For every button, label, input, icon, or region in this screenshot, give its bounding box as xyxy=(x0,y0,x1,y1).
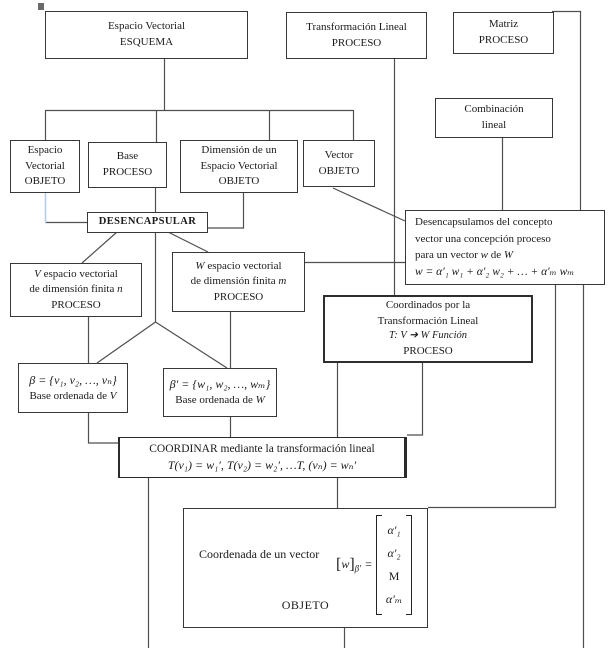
node-label: Base ordenada de V xyxy=(29,389,117,402)
node-label: PROCESO xyxy=(403,345,453,358)
connector-line xyxy=(89,413,119,443)
node-v-espacio-vectorial-proceso xyxy=(10,263,142,317)
node-label: de dimensión finita n xyxy=(29,283,123,296)
connector-line xyxy=(407,363,423,435)
node-label: Transformación Lineal xyxy=(306,20,407,33)
node-desencapsulamos-nota xyxy=(405,210,605,285)
node-label: Base xyxy=(116,150,139,163)
node-transformacion-lineal-proceso xyxy=(286,12,427,59)
connector-line xyxy=(168,232,208,252)
node-vector-objeto xyxy=(303,140,375,187)
node-matriz-proceso xyxy=(453,12,554,54)
node-equation: T(v₁) = w₁′, T(v₂) = w₂′, …T, (vₙ) = wₙ′ xyxy=(167,458,357,473)
node-label: Transformación Lineal xyxy=(377,314,479,327)
node-label: de dimensión finita m xyxy=(190,275,287,288)
node-label: PROCESO xyxy=(51,298,101,311)
node-label: PROCESO xyxy=(331,36,382,49)
connector-line xyxy=(82,232,117,263)
node-label: OBJETO xyxy=(218,175,260,188)
note-line: Desencapsulamos del concepto xyxy=(415,216,553,229)
connector-line xyxy=(208,193,244,228)
node-base-proceso xyxy=(88,142,167,188)
node-label: Espacio Vectorial xyxy=(107,20,186,33)
matrix-entry: α′₂ xyxy=(387,546,401,560)
node-label: W espacio vectorial xyxy=(195,259,282,272)
node-espacio-vectorial-objeto xyxy=(10,140,80,193)
node-w-espacio-vectorial-proceso xyxy=(172,252,305,312)
note-equation: w = α′₁ w₁ + α′₂ w₂ + … + α′ₘ wₘ xyxy=(415,265,575,278)
node-combinacion-lineal xyxy=(435,98,553,138)
node-label: PROCESO xyxy=(478,34,529,46)
node-label: COORDINAR mediante la transformación lineal xyxy=(149,442,375,455)
node-label: DESENCAPSULAR xyxy=(98,216,197,228)
node-base-ordenada-v xyxy=(18,363,128,413)
node-label: PROCESO xyxy=(102,166,153,178)
matrix-lhs: $[w]_{\beta'}$ = xyxy=(336,555,372,574)
node-label: Dimensión de un xyxy=(201,144,277,157)
node-coordinar-transformacion xyxy=(118,437,407,478)
node-coordinados-transformacion-lineal xyxy=(323,295,533,363)
node-label: OBJETO xyxy=(318,164,360,177)
note-line: vector una concepción proceso xyxy=(415,232,551,245)
node-label: ESQUEMA xyxy=(119,36,174,48)
matrix-entry: M xyxy=(388,569,400,583)
node-label: V espacio vectorial xyxy=(34,267,118,280)
node-dimension-espacio-vectorial-objeto xyxy=(180,140,298,193)
node-label: Combinación xyxy=(464,103,524,116)
node-label: PROCESO xyxy=(213,290,264,303)
node-coordenada-de-un-vector xyxy=(183,508,428,628)
node-equation: β = {v₁, v₂, …, vₙ} xyxy=(29,372,117,387)
node-label: Coordenada de un vector xyxy=(199,547,320,561)
node-label: Espacio Vectorial xyxy=(200,159,278,172)
note-line: para un vector w de W xyxy=(415,249,514,262)
node-label: OBJETO xyxy=(24,175,66,188)
node-desencapsular xyxy=(87,212,208,233)
node-equation: T: V ➔ W Función xyxy=(388,330,468,342)
node-label: Matriz xyxy=(488,18,519,31)
node-label: OBJETO xyxy=(281,597,330,612)
matrix-entry: α′ₘ xyxy=(385,592,403,606)
node-equation: β′ = {w₁, w₂, …, wₘ} xyxy=(169,377,271,392)
node-label: Coordinados por la xyxy=(385,299,471,312)
scan-artifact-mark xyxy=(38,3,44,10)
node-label: lineal xyxy=(481,119,507,131)
connector-line xyxy=(552,12,581,211)
node-espacio-vectorial-esquema xyxy=(45,11,248,59)
matrix-entry: α′₁ xyxy=(387,523,401,537)
node-label: Vector xyxy=(324,148,354,161)
node-label: Base ordenada de W xyxy=(175,394,265,407)
node-base-ordenada-w xyxy=(163,368,277,417)
node-label: Espacio xyxy=(27,144,63,157)
node-label: Vectorial xyxy=(25,159,65,172)
